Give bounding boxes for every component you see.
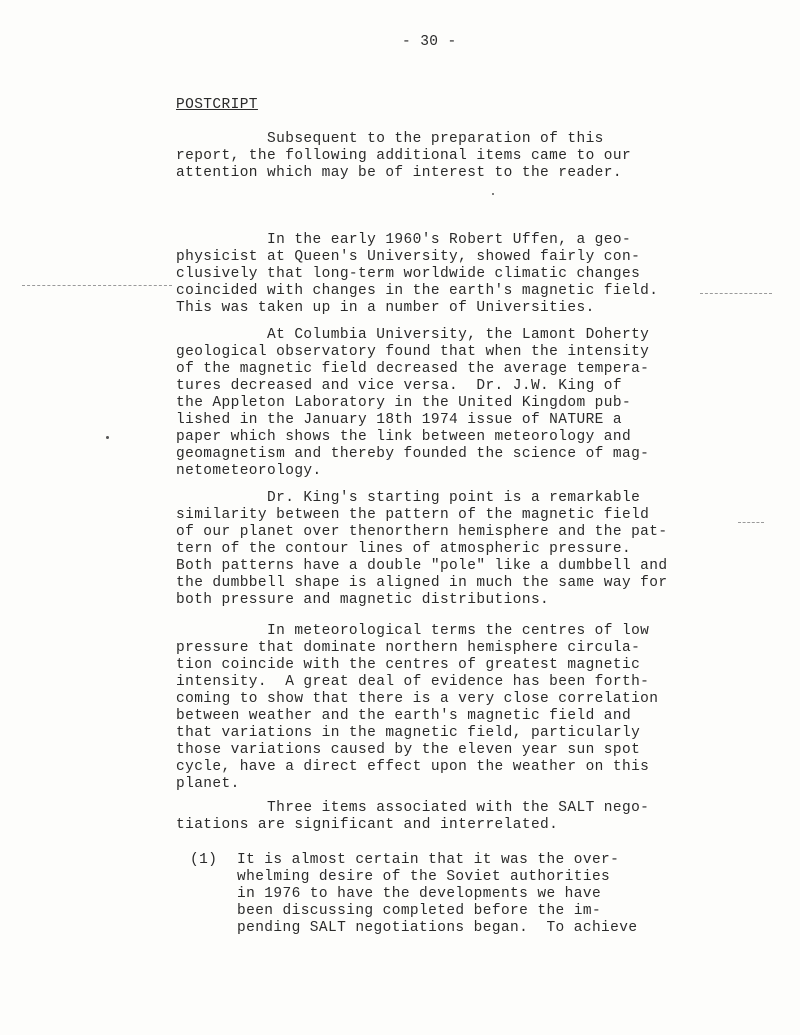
paragraph-columbia: At Columbia University, the Lamont Doherty geological observatory found that when the intensity of the magnetic field decreased the average tempera- tures decreased and vice versa. Dr. J.W. King of the Appleton Laboratory in the United Kingdom pub- lished in the January 18th 1974 issue of NATURE a paper which shows the link between meteorology and geomagnetism and thereby founded the science of mag- netometeorology.	[176, 327, 650, 479]
paragraph-intro: Subsequent to the preparation of this report, the following additional items came to our attention which may be of interest to the reader.	[176, 131, 632, 181]
scan-artifact-line	[738, 522, 764, 523]
scan-speck	[492, 193, 494, 195]
paragraph-meteorology: In meteorological terms the centres of low pressure that dominate northern hemisphere circula- tion coincide with the centres of greatest magnetic intensity. A great deal of evidence has been forth- coming to show that there is a very close correlation between weather and the earth's magnetic field and that variations in the magnetic field, particularly those variations caused by the eleven year sun spot cycle, have a direct effect upon the weather on this planet.	[176, 623, 659, 792]
scan-speck	[106, 436, 109, 439]
paragraph-king: Dr. King's starting point is a remarkable similarity between the pattern of the magnetic field of our planet over thenorthern hemisphere and the pat- tern of the contour lines of atmospheric pressure. Both patterns have a double "pole" like a dumbbell and the dumbbell shape is aligned in much the same way for both pressure and magnetic distributions.	[176, 490, 668, 608]
list-item-text: It is almost certain that it was the over- whelming desire of the Soviet authorities in 1976 to have the developments we have been discussing completed before the im- pending SALT negotiations began. To achieve	[237, 852, 638, 936]
list-item-marker: (1)	[190, 852, 218, 868]
paragraph-salt: Three items associated with the SALT nego- tiations are significant and interrelated.	[176, 800, 650, 833]
scan-artifact-line	[700, 293, 772, 294]
section-heading: POSTCRIPT	[176, 97, 258, 113]
page-number: - 30 -	[402, 34, 457, 50]
scan-artifact-line	[22, 285, 172, 286]
paragraph-uffen: In the early 1960's Robert Uffen, a geo- physicist at Queen's University, showed fairly con- clusively that long-term worldwide climatic changes coincided with changes in the earth's magnetic field. This was taken up in a number of Universities.	[176, 232, 659, 316]
